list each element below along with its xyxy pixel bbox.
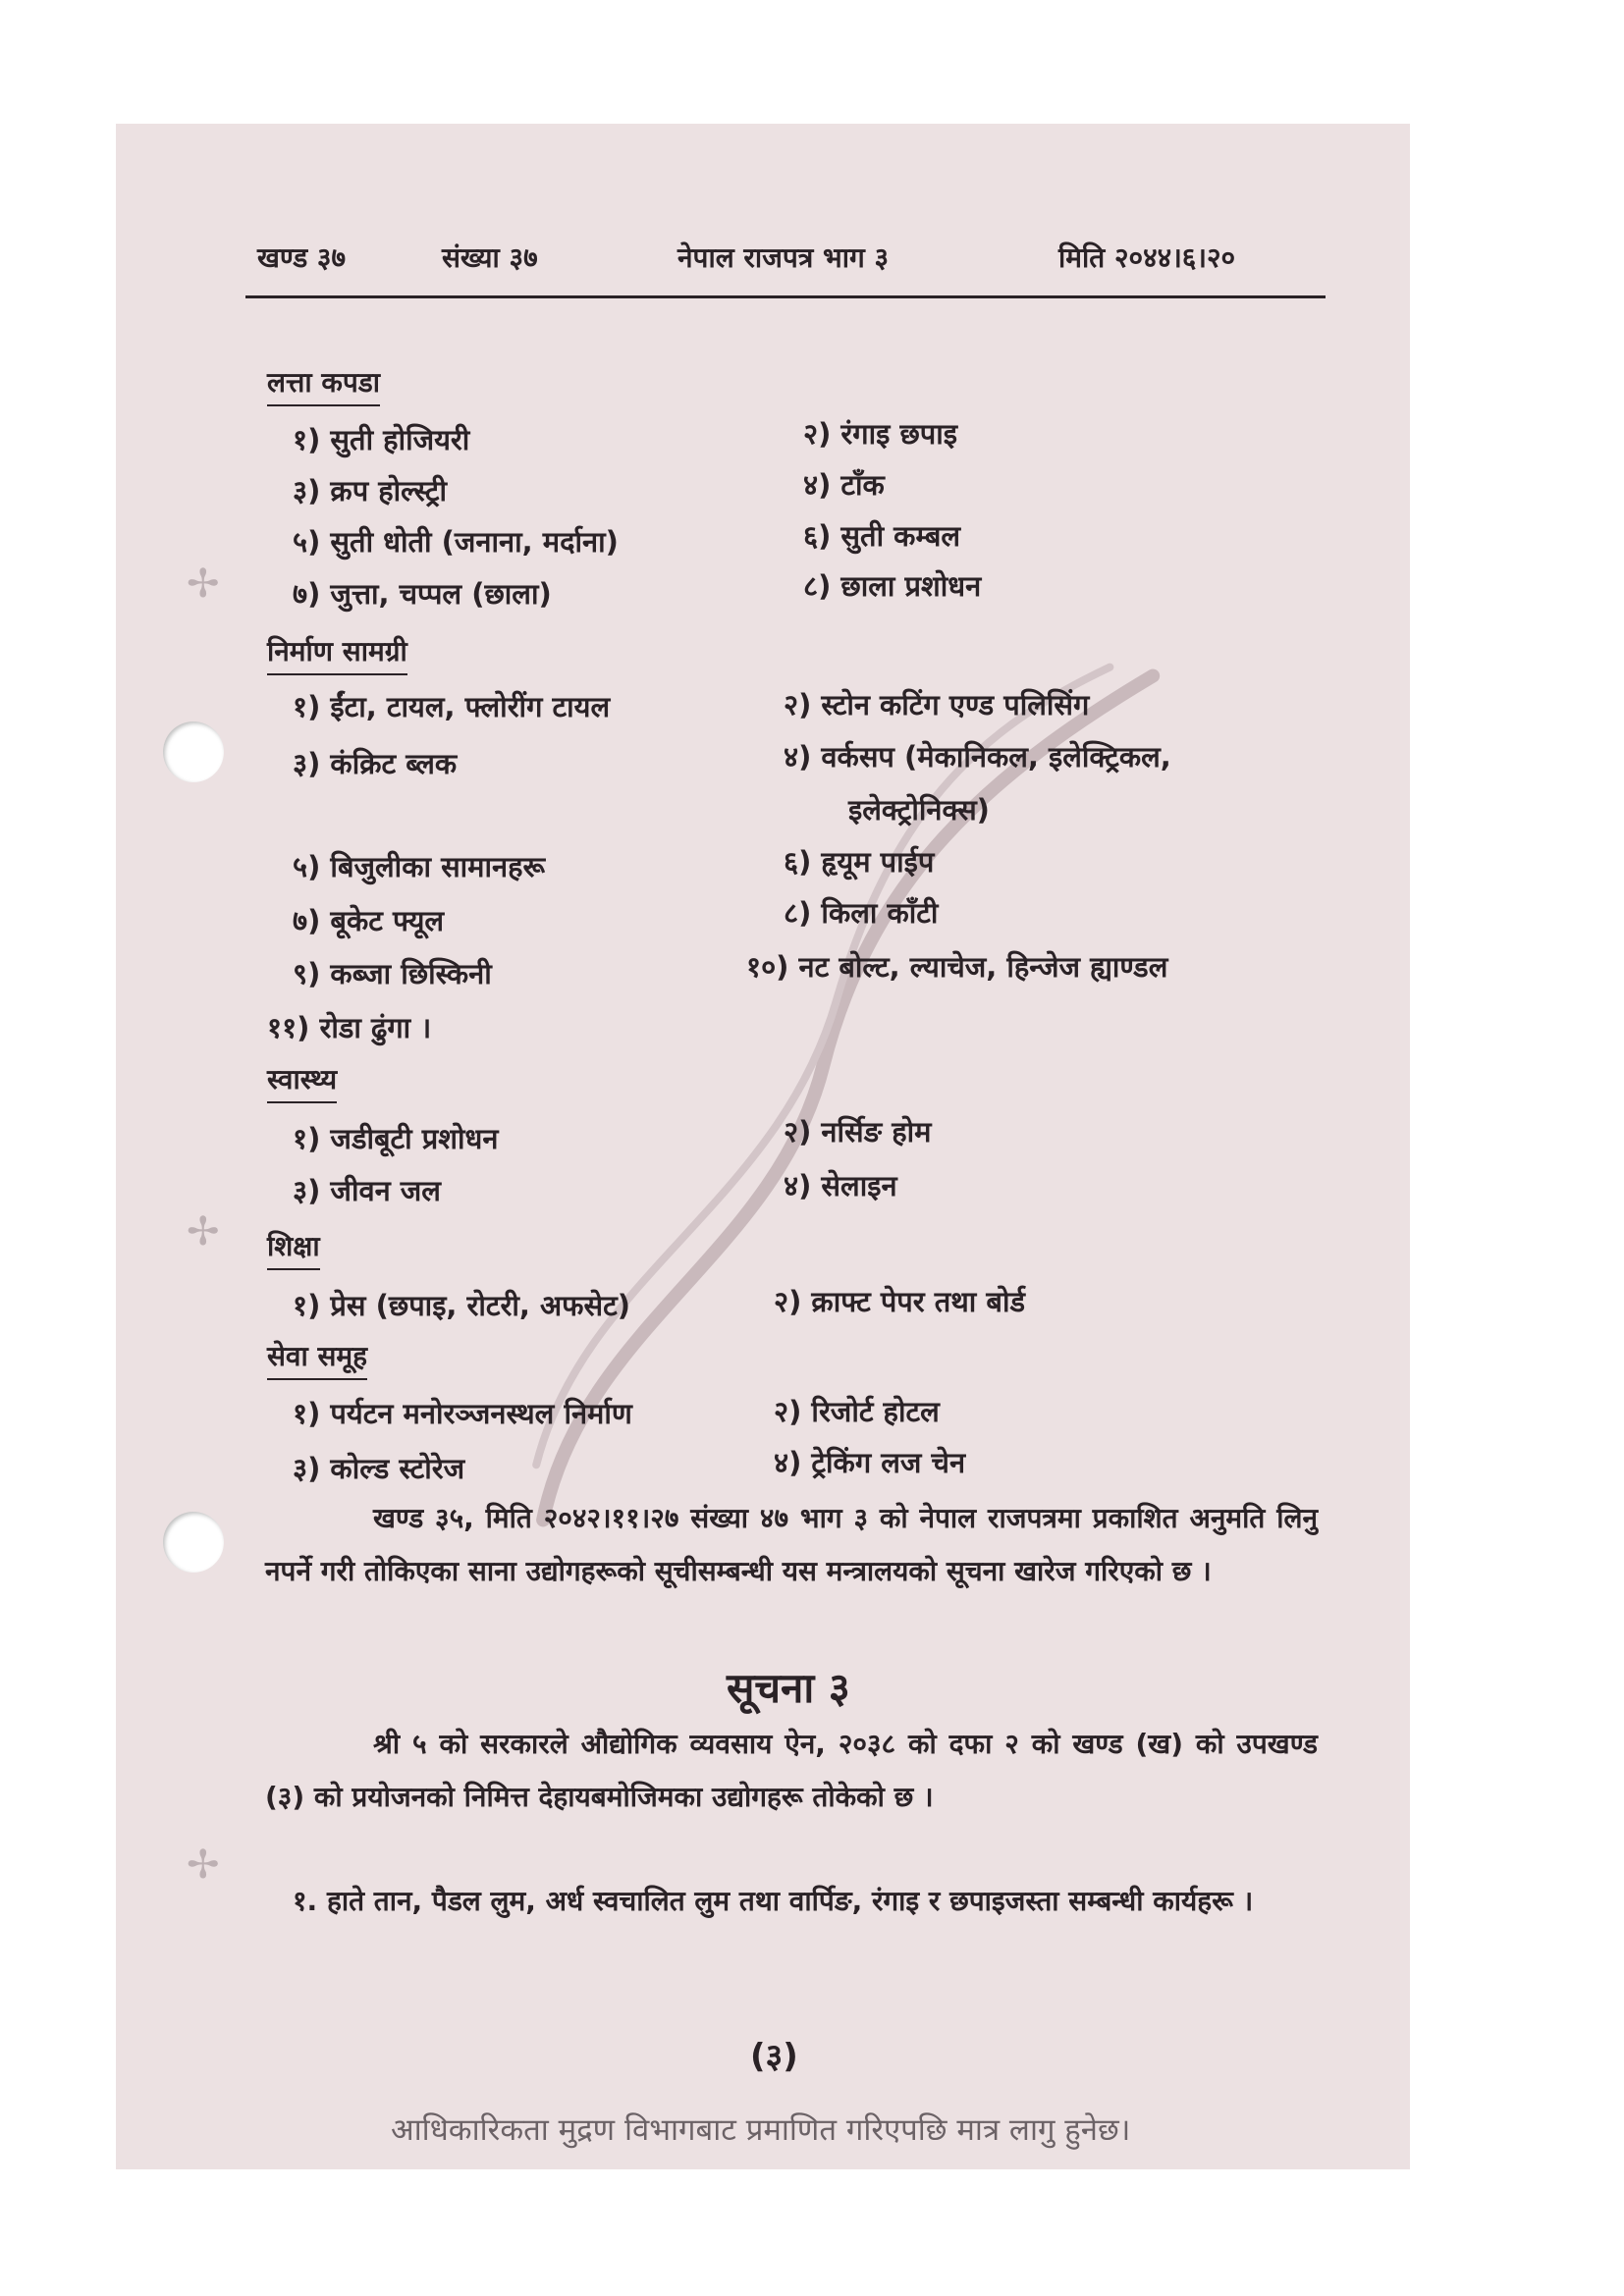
list-item: २) रंगाइ छपाइ — [803, 417, 958, 451]
list-item: ४) ट्रेकिंग लज चेन — [774, 1446, 966, 1479]
binding-mark: ✢ — [187, 561, 220, 607]
section-title-construction: निर्माण सामग्री — [267, 632, 407, 675]
list-item: २) रिजोर्ट होटल — [774, 1395, 940, 1428]
list-item: १) प्रेस (छपाइ, रोटरी, अफसेट) — [293, 1289, 631, 1322]
section-title-service: सेवा समूह — [267, 1337, 367, 1380]
list-item: ३) जीवन जल — [293, 1174, 441, 1207]
list-item: ५) सुती धोती (जनाना, मर्दाना) — [293, 525, 619, 559]
binding-mark: ✢ — [187, 1209, 220, 1255]
list-item: ६) हृयूम पाईप — [784, 845, 935, 879]
list-item: १०) नट बोल्ट, ल्याचेज, हिन्जेज ह्याण्डल — [746, 950, 1168, 984]
notice-title: सूचना ३ — [727, 1664, 850, 1712]
list-item: ४) वर्कसप (मेकानिकल, इलेक्ट्रिकल, — [784, 740, 1171, 774]
repeal-paragraph: खण्ड ३५, मिति २०४२।११।२७ संख्या ४७ भाग ३ को नेपाल राजपत्रमा प्रकाशित अनुमति लिनु नपर्ने गरी तोकिएका साना उद्योगहरूको सूचीसम्बन्धी यस मन्त्रालयको सूचना खारेज गरिएको छ । — [265, 1502, 1318, 1587]
gazette-header — [245, 239, 1316, 278]
list-item: ७) बूकेट फ्यूल — [293, 904, 445, 937]
list-item: ४) सेलाइन — [784, 1169, 897, 1202]
list-item: ६) सुती कम्बल — [803, 519, 961, 553]
list-item: ८) किला काँटी — [784, 896, 939, 930]
list-item: १) जडीबूटी प्रशोधन — [293, 1122, 499, 1155]
list-item: ३) क्रप होल्स्ट्री — [293, 474, 448, 507]
list-item: ११) रोडा ढुंगा । — [267, 1011, 432, 1044]
notice-point: १. हाते तान, पैडल लुम, अर्ध स्वचालित लुम तथा वार्पिङ, रंगाइ र छपाइजस्ता सम्बन्धी कार्यहरू । — [293, 1885, 1254, 1917]
binding-mark: ✢ — [187, 1842, 220, 1888]
list-item: इलेक्ट्रोनिक्स) — [848, 793, 990, 827]
punch-hole — [163, 721, 224, 782]
issue-number: संख्या ३७ — [442, 241, 538, 274]
list-item: १) सुती होजियरी — [293, 423, 470, 456]
list-item: २) स्टोन कटिंग एण्ड पलिसिंग — [784, 688, 1090, 721]
section-title-health: स्वास्थ्य — [267, 1060, 337, 1103]
header-divider — [245, 295, 1326, 298]
list-item: २) नर्सिङ होम — [784, 1115, 932, 1148]
list-item: ७) जुत्ता, चप्पल (छाला) — [293, 577, 552, 611]
footer-note: आधिकारिकता मुद्रण विभागबाट प्रमाणित गरिएपछि मात्र लागु हुनेछ। — [391, 2112, 1131, 2148]
publication-name: नेपाल राजपत्र भाग ३ — [677, 241, 890, 274]
issue-date: मिति २०४४।६।२० — [1058, 241, 1236, 274]
list-item: ३) कोल्ड स्टोरेज — [293, 1452, 465, 1485]
list-item: १) ईंटा, टायल, फ्लोरींग टायल — [293, 690, 611, 723]
list-item: १) पर्यटन मनोरञ्जनस्थल निर्माण — [293, 1397, 632, 1430]
section-title-textile: लत्ता कपडा — [267, 363, 380, 406]
notice-body: श्री ५ को सरकारले औद्योगिक व्यवसाय ऐन, २०३८ को दफा २ को खण्ड (ख) को उपखण्ड (३) को प्रयोजनको निमित्त देहायबमोजिमका उद्योगहरू तोकेको छ । — [265, 1728, 1318, 1813]
list-item: ३) कंक्रिट ब्लक — [293, 747, 458, 780]
section-title-education: शिक्षा — [267, 1227, 320, 1270]
page-number: (३) — [750, 2037, 798, 2076]
punch-hole — [163, 1512, 224, 1573]
list-item: ५) बिजुलीका सामानहरू — [293, 850, 546, 883]
list-item: ८) छाला प्रशोधन — [803, 569, 982, 603]
list-item: ९) कब्जा छिस्किनी — [293, 957, 492, 990]
list-item: ४) टाँक — [803, 468, 885, 502]
list-item: २) क्राफ्ट पेपर तथा बोर्ड — [774, 1285, 1025, 1318]
volume-label: खण्ड ३७ — [257, 241, 347, 274]
